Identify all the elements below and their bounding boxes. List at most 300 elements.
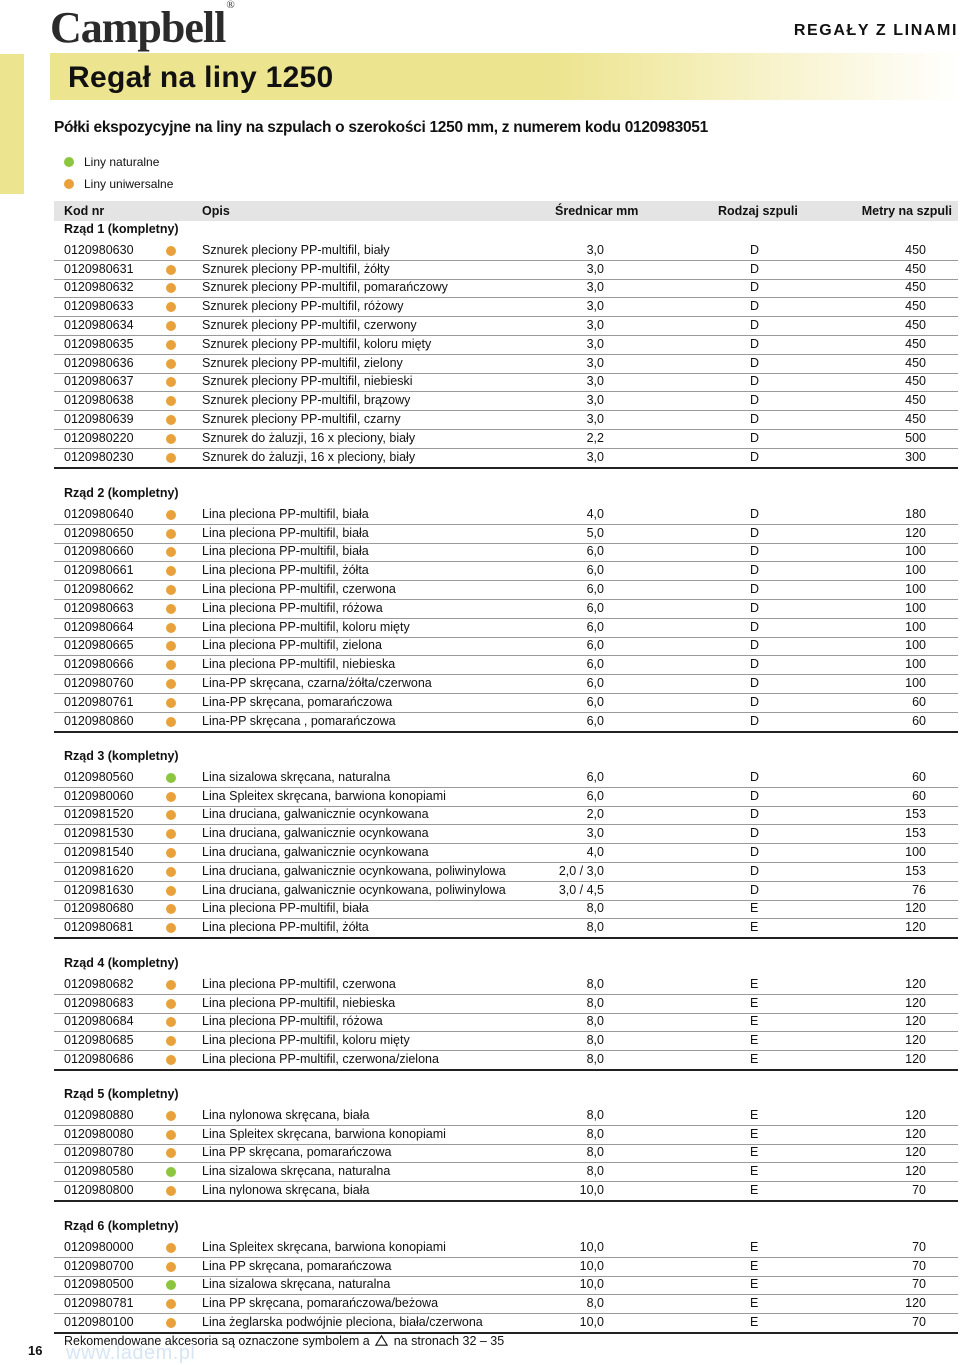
meters-value: 180 xyxy=(905,506,926,521)
product-description: Lina druciana, galwanicznie ocynkowana xyxy=(202,845,429,859)
orange-dot-icon xyxy=(166,1299,176,1309)
group-title: Rząd 2 (kompletny) xyxy=(64,486,179,500)
product-code: 0120980663 xyxy=(64,600,134,615)
meters-value: 300 xyxy=(905,449,926,464)
orange-dot-icon xyxy=(166,604,176,614)
orange-dot-icon xyxy=(166,302,176,312)
product-code: 0120980100 xyxy=(64,1315,134,1329)
orange-dot-icon xyxy=(166,1318,176,1328)
diameter-value: 6,0 xyxy=(586,769,604,784)
product-description: Lina druciana, galwanicznie ocynkowana xyxy=(202,807,429,822)
diameter-value: 6,0 xyxy=(586,676,604,690)
spool-type: D xyxy=(750,449,760,464)
legend-item-universal: Liny uniwersalne xyxy=(64,173,173,195)
product-code: 0120980637 xyxy=(64,374,134,389)
product-description: Sznurek do żaluzji, 16 x pleciony, biały xyxy=(202,449,416,464)
orange-dot-icon xyxy=(166,660,176,670)
orange-dot-icon xyxy=(166,904,176,914)
group-title: Rząd 6 (kompletny) xyxy=(64,1219,179,1233)
product-description: Lina pleciona PP-multifil, różowa xyxy=(202,1014,383,1029)
header-desc: Opis xyxy=(202,204,230,218)
product-description: Lina pleciona PP-multifil, żółta xyxy=(202,563,369,578)
orange-dot-icon xyxy=(166,246,176,256)
product-code: 0120980682 xyxy=(64,976,134,991)
meters-value: 450 xyxy=(905,355,926,370)
spool-type: D xyxy=(750,638,760,653)
product-code: 0120980781 xyxy=(64,1296,134,1311)
product-code: 0120980500 xyxy=(64,1277,134,1292)
page-title: Regał na liny 1250 xyxy=(68,61,334,94)
spool-type: D xyxy=(750,582,760,596)
spool-type: D xyxy=(750,826,760,841)
product-code: 0120980631 xyxy=(64,261,134,276)
product-description: Lina pleciona PP-multifil, biała xyxy=(202,544,369,559)
orange-dot-icon xyxy=(166,980,176,990)
diameter-value: 3,0 xyxy=(586,826,604,841)
green-dot-icon xyxy=(166,1167,176,1177)
meters-value: 450 xyxy=(905,280,926,295)
product-code: 0120980635 xyxy=(64,336,134,351)
green-dot-icon xyxy=(64,157,74,167)
spool-type: D xyxy=(750,544,760,559)
meters-value: 100 xyxy=(905,582,926,596)
orange-dot-icon xyxy=(64,179,74,189)
product-code: 0120980634 xyxy=(64,318,134,332)
diameter-value: 3,0 xyxy=(586,299,604,314)
table-row xyxy=(54,674,958,694)
diameter-value: 6,0 xyxy=(586,788,604,803)
product-description: Lina pleciona PP-multifil, żółta xyxy=(202,920,369,935)
product-code: 0120980780 xyxy=(64,1145,134,1160)
diameter-value: 2,0 xyxy=(586,807,604,822)
product-code: 0120980000 xyxy=(64,1239,134,1254)
header-meters: Metry na szpuli xyxy=(861,204,952,218)
product-description: Lina pleciona PP-multifil, niebieska xyxy=(202,657,396,672)
meters-value: 76 xyxy=(912,882,926,897)
spool-type: D xyxy=(750,769,760,784)
spool-type: D xyxy=(750,336,760,351)
table-row xyxy=(54,241,958,261)
orange-dot-icon xyxy=(166,1017,176,1027)
group-title: Rząd 5 (kompletny) xyxy=(64,1087,179,1101)
spool-type: D xyxy=(750,374,760,389)
diameter-value: 4,0 xyxy=(586,845,604,859)
spool-type: D xyxy=(750,807,760,822)
orange-dot-icon xyxy=(166,1186,176,1196)
spool-type: D xyxy=(750,261,760,276)
meters-value: 120 xyxy=(905,1126,926,1141)
table-row xyxy=(54,410,958,430)
meters-value: 120 xyxy=(905,901,926,916)
product-description: Sznurek pleciony PP-multifil, żółty xyxy=(202,261,390,276)
table-row xyxy=(54,712,958,733)
diameter-value: 3,0 xyxy=(586,242,604,257)
meters-value: 60 xyxy=(912,694,926,709)
spool-type: D xyxy=(750,563,760,578)
spool-type: D xyxy=(750,412,760,426)
product-code: 0120980639 xyxy=(64,412,134,426)
table-header xyxy=(54,201,958,221)
table-row xyxy=(54,975,958,995)
product-code: 0120980700 xyxy=(64,1258,134,1273)
orange-dot-icon xyxy=(166,340,176,350)
orange-dot-icon xyxy=(166,510,176,520)
table-row xyxy=(54,1162,958,1182)
orange-dot-icon xyxy=(166,1111,176,1121)
meters-value: 153 xyxy=(905,863,926,878)
spool-type: E xyxy=(750,1033,759,1048)
product-description: Lina Spleitex skręcana, barwiona konopiami xyxy=(202,788,446,803)
spool-type: E xyxy=(750,1126,759,1141)
diameter-value: 8,0 xyxy=(586,1164,604,1179)
product-code: 0120980660 xyxy=(64,544,134,559)
orange-dot-icon xyxy=(166,641,176,651)
header-code: Kod nr xyxy=(64,204,105,218)
spool-type: E xyxy=(750,1239,759,1254)
spool-type: E xyxy=(750,995,759,1010)
spool-type: E xyxy=(750,1145,759,1160)
legend xyxy=(64,151,173,195)
orange-dot-icon xyxy=(166,265,176,275)
spool-type: E xyxy=(750,1296,759,1311)
table-row xyxy=(54,448,958,469)
product-description: Lina pleciona PP-multifil, biała xyxy=(202,506,369,521)
product-code: 0120980761 xyxy=(64,694,134,709)
table-row xyxy=(54,1257,958,1277)
orange-dot-icon xyxy=(166,717,176,727)
product-description: Sznurek pleciony PP-multifil, brązowy xyxy=(202,393,411,408)
product-code: 0120980664 xyxy=(64,619,134,634)
orange-dot-icon xyxy=(166,829,176,839)
table-row xyxy=(54,1313,958,1334)
spool-type: E xyxy=(750,1183,759,1197)
spool-type: D xyxy=(750,845,760,859)
orange-dot-icon xyxy=(166,848,176,858)
meters-value: 60 xyxy=(912,713,926,728)
table-row xyxy=(54,918,958,939)
product-code: 0120980638 xyxy=(64,393,134,408)
table-row xyxy=(54,391,958,411)
product-code: 0120980683 xyxy=(64,995,134,1010)
meters-value: 120 xyxy=(905,1052,926,1066)
diameter-value: 3,0 xyxy=(586,280,604,295)
spool-type: D xyxy=(750,676,760,690)
meters-value: 60 xyxy=(912,788,926,803)
diameter-value: 10,0 xyxy=(579,1315,604,1329)
orange-dot-icon xyxy=(166,867,176,877)
product-code: 0120981540 xyxy=(64,845,134,859)
group-title: Rząd 3 (kompletny) xyxy=(64,749,179,763)
product-code: 0120980633 xyxy=(64,299,134,314)
orange-dot-icon xyxy=(166,585,176,595)
spool-type: D xyxy=(750,882,760,897)
meters-value: 70 xyxy=(912,1277,926,1292)
table-row xyxy=(54,1275,958,1295)
diameter-value: 3,0 xyxy=(586,318,604,332)
diameter-value: 8,0 xyxy=(586,1126,604,1141)
table-row xyxy=(54,1294,958,1314)
table-row xyxy=(54,618,958,638)
table-row xyxy=(54,1050,958,1071)
product-code: 0120980800 xyxy=(64,1183,134,1197)
table-row xyxy=(54,787,958,807)
spool-type: E xyxy=(750,1107,759,1122)
product-code: 0120980060 xyxy=(64,788,134,803)
brand-logo: Campbell® xyxy=(50,0,234,52)
header-spool: Rodzaj szpuli xyxy=(718,204,798,218)
product-description: Sznurek pleciony PP-multifil, niebieski xyxy=(202,374,413,389)
table-row xyxy=(54,1181,958,1202)
product-description: Lina pleciona PP-multifil, czerwona/zielona xyxy=(202,1052,439,1066)
spool-type: D xyxy=(750,299,760,314)
product-code: 0120980681 xyxy=(64,920,134,935)
meters-value: 450 xyxy=(905,299,926,314)
table-row xyxy=(54,1031,958,1051)
product-description: Lina Spleitex skręcana, barwiona konopiami xyxy=(202,1239,446,1254)
table-row xyxy=(54,1238,958,1258)
meters-value: 120 xyxy=(905,1033,926,1048)
group-title: Rząd 4 (kompletny) xyxy=(64,956,179,970)
product-description: Sznurek pleciony PP-multifil, pomarańczowy xyxy=(202,280,448,295)
product-code: 0120980685 xyxy=(64,1033,134,1048)
product-description: Sznurek do żaluzji, 16 x pleciony, biały xyxy=(202,430,416,445)
product-code: 0120980661 xyxy=(64,563,134,578)
spool-type: E xyxy=(750,1164,759,1179)
header-diameter: Średnicar mm xyxy=(555,204,639,218)
diameter-value: 6,0 xyxy=(586,544,604,559)
table-row xyxy=(54,805,958,825)
diameter-value: 3,0 xyxy=(586,261,604,276)
diameter-value: 6,0 xyxy=(586,713,604,728)
diameter-value: 8,0 xyxy=(586,1014,604,1029)
table-row xyxy=(54,335,958,355)
product-code: 0120980580 xyxy=(64,1164,134,1179)
diameter-value: 8,0 xyxy=(586,1107,604,1122)
spool-type: E xyxy=(750,920,759,935)
meters-value: 100 xyxy=(905,600,926,615)
spool-type: D xyxy=(750,788,760,803)
spool-type: D xyxy=(750,506,760,521)
product-code: 0120981520 xyxy=(64,807,134,822)
meters-value: 153 xyxy=(905,826,926,841)
meters-value: 120 xyxy=(905,995,926,1010)
spool-type: E xyxy=(750,1052,759,1066)
product-code: 0120980665 xyxy=(64,638,134,653)
table-row xyxy=(54,824,958,844)
diameter-value: 4,0 xyxy=(586,506,604,521)
meters-value: 100 xyxy=(905,544,926,559)
table-row xyxy=(54,768,958,788)
spool-type: E xyxy=(750,1258,759,1273)
meters-value: 450 xyxy=(905,318,926,332)
product-description: Lina pleciona PP-multifil, biała xyxy=(202,901,369,916)
product-description: Lina sizalowa skręcana, naturalna xyxy=(202,1164,391,1179)
meters-value: 100 xyxy=(905,676,926,690)
orange-dot-icon xyxy=(166,810,176,820)
product-description: Lina pleciona PP-multifil, koloru mięty xyxy=(202,1033,410,1048)
orange-dot-icon xyxy=(166,359,176,369)
meters-value: 450 xyxy=(905,261,926,276)
legend-item-natural: Liny naturalne xyxy=(64,151,173,173)
diameter-value: 8,0 xyxy=(586,1033,604,1048)
table-row xyxy=(54,297,958,317)
spool-type: D xyxy=(750,318,760,332)
orange-dot-icon xyxy=(166,547,176,557)
diameter-value: 6,0 xyxy=(586,563,604,578)
spool-type: E xyxy=(750,1315,759,1329)
green-dot-icon xyxy=(166,1280,176,1290)
diameter-value: 3,0 xyxy=(586,336,604,351)
orange-dot-icon xyxy=(166,1262,176,1272)
meters-value: 450 xyxy=(905,336,926,351)
product-code: 0120981620 xyxy=(64,863,134,878)
diameter-value: 2,2 xyxy=(586,430,604,445)
page-number: 16 xyxy=(28,1343,43,1358)
product-description: Lina PP skręcana, pomarańczowa xyxy=(202,1145,392,1160)
orange-dot-icon xyxy=(166,886,176,896)
diameter-value: 10,0 xyxy=(579,1239,604,1254)
table-row xyxy=(54,372,958,392)
meters-value: 450 xyxy=(905,242,926,257)
table-row xyxy=(54,524,958,544)
product-code: 0120980560 xyxy=(64,769,134,784)
orange-dot-icon xyxy=(166,529,176,539)
meters-value: 450 xyxy=(905,412,926,426)
spool-type: D xyxy=(750,430,760,445)
diameter-value: 3,0 xyxy=(586,374,604,389)
orange-dot-icon xyxy=(166,623,176,633)
orange-dot-icon xyxy=(166,321,176,331)
meters-value: 120 xyxy=(905,1014,926,1029)
meters-value: 500 xyxy=(905,430,926,445)
diameter-value: 2,0 / 3,0 xyxy=(558,863,604,878)
meters-value: 70 xyxy=(912,1239,926,1254)
diameter-value: 8,0 xyxy=(586,976,604,991)
product-description: Lina-PP skręcana , pomarańczowa xyxy=(202,713,396,728)
product-code: 0120980880 xyxy=(64,1107,134,1122)
table-row xyxy=(54,1143,958,1163)
product-description: Lina pleciona PP-multifil, czerwona xyxy=(202,976,396,991)
diameter-value: 6,0 xyxy=(586,694,604,709)
product-code: 0120980636 xyxy=(64,355,134,370)
green-dot-icon xyxy=(166,773,176,783)
product-description: Lina pleciona PP-multifil, koloru mięty xyxy=(202,619,410,634)
table-row xyxy=(54,693,958,713)
diameter-value: 8,0 xyxy=(586,995,604,1010)
meters-value: 60 xyxy=(912,769,926,784)
title-band xyxy=(50,53,960,100)
product-code: 0120980684 xyxy=(64,1014,134,1029)
product-code: 0120980630 xyxy=(64,242,134,257)
group-title: Rząd 1 (kompletny) xyxy=(64,222,179,236)
product-code: 0120980632 xyxy=(64,280,134,295)
diameter-value: 5,0 xyxy=(586,525,604,540)
product-description: Lina PP skręcana, pomarańczowa/beżowa xyxy=(202,1296,439,1311)
page-subtitle: Półki ekspozycyjne na liny na szpulach o szerokości 1250 mm, z numerem kodu 0120983051 xyxy=(54,119,708,136)
spool-type: D xyxy=(750,525,760,540)
spool-type: D xyxy=(750,600,760,615)
orange-dot-icon xyxy=(166,1130,176,1140)
meters-value: 450 xyxy=(905,374,926,389)
orange-dot-icon xyxy=(166,1243,176,1253)
spool-type: D xyxy=(750,713,760,728)
orange-dot-icon xyxy=(166,453,176,463)
meters-value: 450 xyxy=(905,393,926,408)
table-row xyxy=(54,636,958,656)
diameter-value: 8,0 xyxy=(586,1145,604,1160)
table-row xyxy=(54,994,958,1014)
product-description: Lina pleciona PP-multifil, zielona xyxy=(202,638,382,653)
table-row xyxy=(54,843,958,863)
product-description: Lina-PP skręcana, czarna/żółta/czerwona xyxy=(202,676,432,690)
product-description: Sznurek pleciony PP-multifil, różowy xyxy=(202,299,404,314)
meters-value: 120 xyxy=(905,525,926,540)
table-row xyxy=(54,1106,958,1126)
table-row xyxy=(54,505,958,525)
table-row xyxy=(54,278,958,298)
product-code: 0120980640 xyxy=(64,506,134,521)
orange-dot-icon xyxy=(166,1148,176,1158)
product-description: Lina pleciona PP-multifil, biała xyxy=(202,525,369,540)
product-description: Lina-PP skręcana, pomarańczowa xyxy=(202,694,393,709)
spool-type: E xyxy=(750,1277,759,1292)
table-row xyxy=(54,655,958,675)
spool-type: D xyxy=(750,863,760,878)
product-description: Sznurek pleciony PP-multifil, biały xyxy=(202,242,390,257)
product-description: Lina pleciona PP-multifil, różowa xyxy=(202,600,383,615)
product-description: Lina nylonowa skręcana, biała xyxy=(202,1107,370,1122)
table-row xyxy=(54,429,958,449)
product-description: Lina Spleitex skręcana, barwiona konopiami xyxy=(202,1126,446,1141)
table-row xyxy=(54,862,958,882)
triangle-icon xyxy=(375,1335,388,1346)
orange-dot-icon xyxy=(166,923,176,933)
orange-dot-icon xyxy=(166,698,176,708)
orange-dot-icon xyxy=(166,999,176,1009)
diameter-value: 3,0 xyxy=(586,449,604,464)
orange-dot-icon xyxy=(166,396,176,406)
orange-dot-icon xyxy=(166,415,176,425)
product-description: Sznurek pleciony PP-multifil, zielony xyxy=(202,355,403,370)
table-row xyxy=(54,580,958,600)
product-description: Lina żeglarska podwójnie pleciona, biała/czerwona xyxy=(202,1315,483,1329)
product-code: 0120981630 xyxy=(64,882,134,897)
meters-value: 70 xyxy=(912,1183,926,1197)
diameter-value: 6,0 xyxy=(586,619,604,634)
spool-type: D xyxy=(750,280,760,295)
orange-dot-icon xyxy=(166,434,176,444)
spool-type: D xyxy=(750,694,760,709)
product-code: 0120980230 xyxy=(64,449,134,464)
product-description: Sznurek pleciony PP-multifil, czarny xyxy=(202,412,401,426)
product-description: Lina PP skręcana, pomarańczowa xyxy=(202,1258,392,1273)
meters-value: 70 xyxy=(912,1315,926,1329)
diameter-value: 3,0 / 4,5 xyxy=(558,882,604,897)
product-description: Lina pleciona PP-multifil, czerwona xyxy=(202,582,396,596)
diameter-value: 10,0 xyxy=(579,1277,604,1292)
spool-type: D xyxy=(750,242,760,257)
spool-type: E xyxy=(750,901,759,916)
table-row xyxy=(54,542,958,562)
meters-value: 100 xyxy=(905,619,926,634)
diameter-value: 8,0 xyxy=(586,1052,604,1066)
product-code: 0120980220 xyxy=(64,430,134,445)
product-code: 0120980080 xyxy=(64,1126,134,1141)
product-code: 0120980650 xyxy=(64,525,134,540)
product-code: 0120980662 xyxy=(64,582,134,596)
diameter-value: 10,0 xyxy=(579,1183,604,1197)
meters-value: 153 xyxy=(905,807,926,822)
